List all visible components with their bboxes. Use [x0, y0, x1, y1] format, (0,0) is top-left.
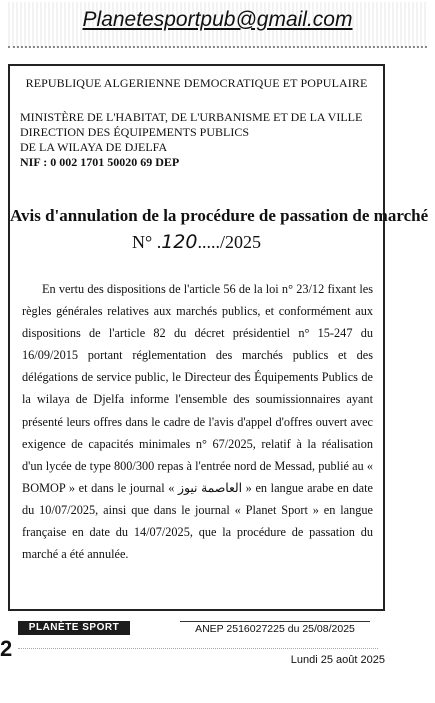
anep-reference: ANEP 2516027225 du 25/08/2025	[180, 621, 370, 636]
issuer-nif: NIF : 0 002 1701 50020 69 DEP	[20, 155, 180, 169]
notice-title: Avis d'annulation de la procédure de passation de marché	[10, 206, 429, 225]
contact-email: Planetesportpub@gmail.com	[82, 8, 353, 31]
notice-number-suffix: ...../2025	[197, 232, 261, 252]
notice-body-text: En vertu des dispositions de l'article 56 de la loi n° 23/12 fixant les règles générales relatives aux marchés publics, et conformément aux dispositions de l'article 82 du décret présidentiel n° 15-247 du 16/09/2015 portant réglementation des marchés publics et des délégations de service public, le Directeur des Équipements Publics de la wilaya de Djelfa informe l'ensemble des soumissionnaires ayant présenté leurs offres dans le cadre de l'avis d'appel d'offres ouvert avec exigence de capacités minimales n° 67/2025, relatif à la réalisation d'un lycée de type 800/300 repas à l'entrée nord de Messad, publié au « BOMOP » et dans le journal « العاصمة نيوز » en langue arabe en date du 10/07/2025, ainsi que dans le journal « Planet Sport » en langue française en date du 14/07/2025, que la procédure de passation du marché a été annulée.	[22, 282, 374, 562]
notice-number	[10, 231, 383, 253]
notice-body	[22, 278, 373, 565]
page-rule	[18, 648, 378, 649]
issuer-block	[20, 110, 362, 170]
notice-number-prefix: N° .	[132, 232, 162, 252]
notice-box	[8, 64, 429, 611]
notice-number-value: 120	[161, 231, 198, 253]
page-number: 2	[0, 636, 13, 661]
issue-date: Lundi 25 août 2025	[290, 654, 385, 666]
issuer-direction: DIRECTION DES ÉQUIPEMENTS PUBLICS	[20, 125, 250, 139]
issuer-wilaya: DE LA WILAYA DE DJELFA	[20, 140, 168, 154]
email-banner	[8, 2, 427, 48]
publication-label: PLANÈTE SPORT	[18, 621, 130, 635]
republic-heading: REPUBLIQUE ALGERIENNE DEMOCRATIQUE ET POPULAIRE	[25, 76, 368, 90]
issuer-ministry: MINISTÈRE DE L'HABITAT, DE L'URBANISME ET DE LA VILLE	[20, 110, 363, 124]
